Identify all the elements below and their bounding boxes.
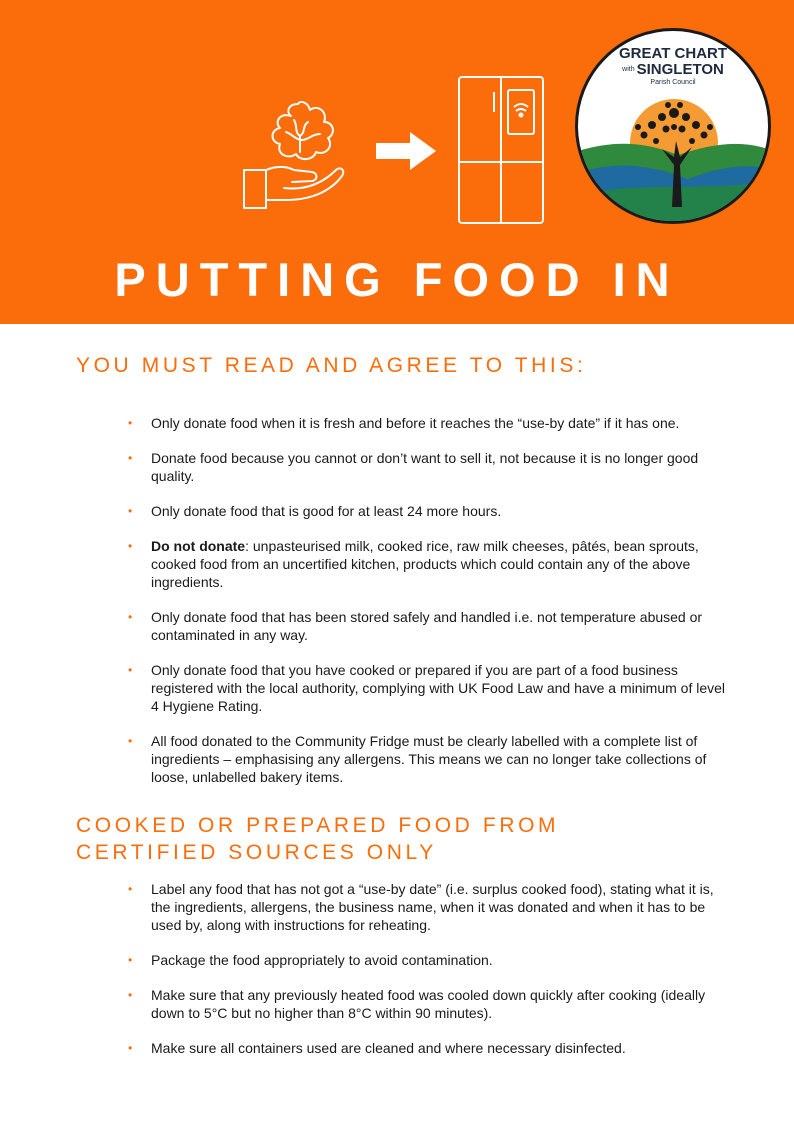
list-item bbox=[128, 1039, 728, 1057]
list-item bbox=[128, 986, 728, 1022]
arrow-right-icon bbox=[374, 130, 438, 172]
rule-lead: Do not donate bbox=[151, 538, 246, 554]
list-item bbox=[128, 608, 728, 644]
rule-text: Donate food because you cannot or don’t want to sell it, not because it is no longer good quality. bbox=[151, 450, 699, 484]
logo-name-line1: GREAT CHART bbox=[618, 45, 728, 62]
rule-text: Only donate food that is good for at least 24 more hours. bbox=[151, 503, 502, 519]
list-item bbox=[128, 414, 728, 432]
list-item bbox=[128, 732, 728, 786]
list-item bbox=[128, 661, 728, 715]
smart-fridge-icon bbox=[456, 74, 546, 226]
rule-text: Only donate food that has been stored safely and handled i.e. not temperature abused or contaminated in any way. bbox=[151, 609, 703, 643]
section-heading-certified bbox=[76, 812, 559, 866]
rule-text: Make sure all containers used are cleaned and where necessary disinfected. bbox=[151, 1040, 626, 1056]
rule-text: All food donated to the Community Fridge must be clearly labelled with a complete list of ingredients – emphasising any allergens. This means we can no longer take collections of loose, unlabelled bakery items. bbox=[151, 733, 707, 785]
logo-name-singleton: SINGLETON bbox=[636, 61, 724, 78]
section-heading-line2: CERTIFIED SOURCES ONLY bbox=[76, 841, 437, 864]
certified-rules-list bbox=[128, 880, 728, 1074]
rule-text: Only donate food when it is fresh and before it reaches the “use-by date” if it has one. bbox=[151, 415, 680, 431]
list-item bbox=[128, 502, 728, 520]
page-title: PUTTING FOOD IN bbox=[114, 253, 680, 306]
logo-with: with bbox=[622, 66, 635, 74]
list-item bbox=[128, 537, 728, 591]
rule-text: Package the food appropriately to avoid contamination. bbox=[151, 952, 493, 968]
list-item bbox=[128, 880, 728, 934]
section-heading-agreement: YOU MUST READ AND AGREE TO THIS: bbox=[76, 354, 587, 377]
rule-text: : unpasteurised milk, cooked rice, raw milk cheeses, pâtés, bean sprouts, cooked food from an uncertified kitchen, products which could contain any of the above ingredients. bbox=[151, 538, 699, 590]
list-item bbox=[128, 449, 728, 485]
parish-council-logo bbox=[575, 28, 771, 224]
rule-text: Label any food that has not got a “use-by date” (i.e. surplus cooked food), stating what it is, the ingredients, allergens, the business name, when it was donated and when it has to be used by, along with instructions for reheating. bbox=[151, 881, 714, 933]
agreement-rules-list bbox=[128, 414, 728, 803]
logo-subtitle: Parish Council bbox=[650, 79, 696, 86]
hand-holding-lettuce-icon bbox=[236, 96, 366, 216]
logo-name-line2 bbox=[578, 61, 768, 79]
header-banner bbox=[0, 0, 794, 324]
section-heading-line1: COOKED OR PREPARED FOOD FROM bbox=[76, 814, 560, 837]
list-item bbox=[128, 951, 728, 969]
rule-text: Make sure that any previously heated food was cooled down quickly after cooking (ideally down to 5°C but no higher than 8°C within 90 minutes). bbox=[151, 987, 706, 1021]
rule-text: Only donate food that you have cooked or prepared if you are part of a food business registered with the local authority, complying with UK Food Law and have a minimum of level 4 Hygiene Rating. bbox=[151, 662, 726, 714]
